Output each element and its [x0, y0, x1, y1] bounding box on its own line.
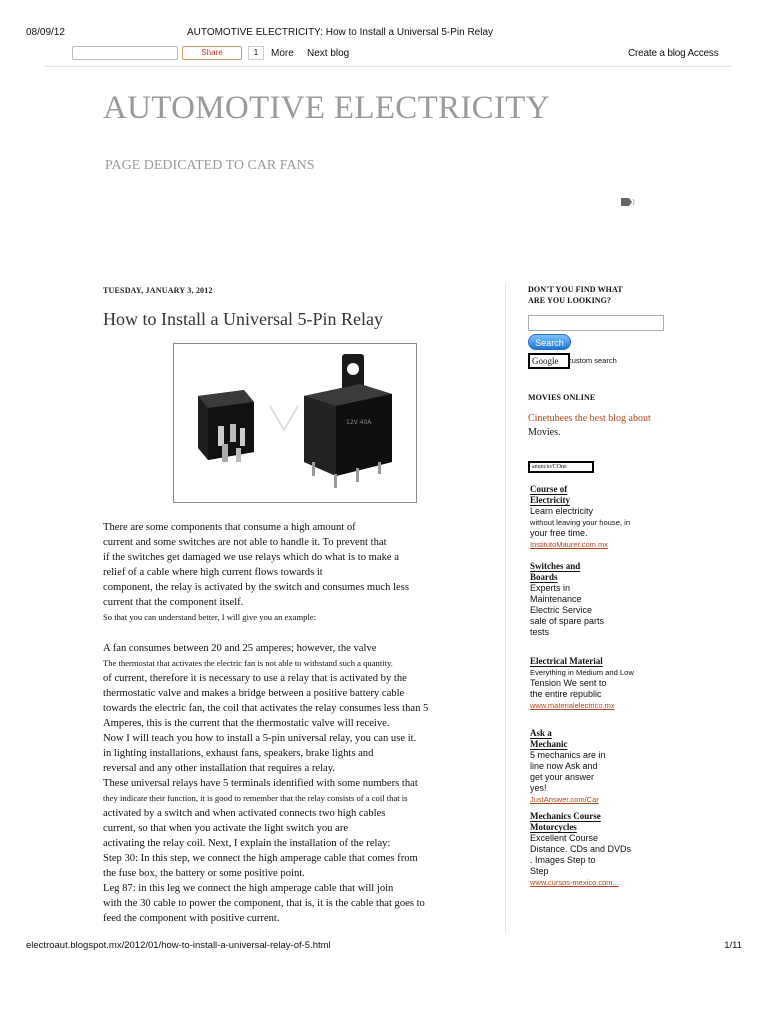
search-button[interactable]: Search — [528, 334, 571, 350]
post-text-line: relief of a cable where high current flows towards it — [103, 567, 323, 578]
relay-photo[interactable] — [173, 343, 417, 503]
sidebar-ad[interactable] — [530, 561, 660, 638]
ad-text: . Images Step to — [530, 855, 596, 865]
post-text-line: reversal and any other installation that requires a relay. — [103, 763, 335, 774]
post-text-line: with the 30 cable to power the component, that is, it is the cable that goes to — [103, 898, 425, 909]
ad-text: Learn electricity — [530, 506, 594, 516]
post-text-line: There are some components that consume a high amount of — [103, 522, 356, 533]
relay-illustration — [174, 344, 416, 502]
navbar-divider — [44, 66, 732, 67]
svg-text:12V 40A: 12V 40A — [346, 419, 372, 426]
ad-text: your free time. — [530, 528, 588, 538]
ad-url-link[interactable]: JustAnswer.com/Car — [530, 795, 599, 804]
cinetubees-link-cont: Movies. — [528, 427, 561, 438]
ad-title[interactable]: Course of — [530, 484, 568, 494]
post-text-line: The thermostat that activates the electric fan is not able to withstand such a quantity. — [103, 658, 393, 668]
post-text-line: Leg 87: in this leg we connect the high amperage cable that will join — [103, 883, 394, 894]
relay-left — [198, 390, 254, 462]
post-text-line: activating the relay coil. Next, I explain the installation of the relay: — [103, 838, 391, 849]
google-logo: Google — [528, 353, 570, 369]
ad-text: get your answer — [530, 772, 595, 782]
navbar-search-input[interactable] — [72, 46, 178, 60]
print-date: 08/09/12 — [26, 27, 65, 38]
sidebar — [528, 284, 678, 887]
speaker-icon — [620, 196, 636, 208]
post-text-line: activated by a switch and when activated connects two high cables — [103, 808, 386, 819]
post-text-line: towards the electric fan, the coil that activates the relay consumes less than 5 — [103, 703, 429, 714]
post-text-line: component, the relay is activated by the switch and consumes much less — [103, 582, 409, 593]
print-footer — [26, 940, 742, 951]
post-text-line: These universal relays have 5 terminals identified with some numbers that — [103, 778, 418, 789]
ad-text: Electric Service — [530, 605, 593, 615]
post-paragraph-2 — [103, 641, 499, 926]
blog-title[interactable]: AUTOMOTIVE ELECTRICITY — [103, 90, 550, 126]
ad-title[interactable]: Ask a — [530, 728, 552, 738]
post-text-line: in lighting installations, exhaust fans, speakers, brake lights and — [103, 748, 374, 759]
post-text-line: of current, therefore it is necessary to use a relay that is activated by the — [103, 673, 407, 684]
cinetubees-link[interactable]: Cinetubees the best blog about — [528, 413, 651, 424]
post-text-line: the fuse box, the battery or some positive point. — [103, 868, 305, 879]
share-button[interactable]: Share — [182, 46, 242, 60]
ad-url-link[interactable]: www.materialelectrico.mx — [530, 701, 615, 710]
next-blog-link[interactable]: Next blog — [307, 48, 350, 59]
post-text-line: Now I will teach you how to install a 5-pin universal relay, you can use it. — [103, 733, 417, 744]
post-text-line: thermostatic valve and makes a bridge between a positive battery cable — [103, 688, 405, 699]
ad-title[interactable]: Mechanic — [530, 739, 568, 749]
ad-text: yes! — [530, 783, 547, 793]
sidebar-ad[interactable] — [530, 656, 660, 711]
ad-text: Step — [530, 866, 549, 876]
post-text-line: feed the component with positive current. — [103, 913, 280, 924]
movies-heading: MOVIES ONLINE — [528, 393, 596, 402]
ad-text: Tension We sent to — [530, 678, 607, 688]
column-divider — [505, 283, 506, 933]
sidebar-ad[interactable] — [530, 484, 660, 550]
sidebar-ad[interactable] — [530, 811, 660, 888]
post-text-line: current that the component itself. — [103, 597, 244, 608]
ad-text: sale of spare parts — [530, 616, 605, 626]
ad-text: Excellent Course — [530, 833, 599, 843]
ad-title[interactable]: Electricity — [530, 495, 570, 505]
ad-text: 5 mechanics are in — [530, 750, 606, 760]
more-link[interactable]: More — [271, 48, 294, 59]
ads-by-label[interactable]: anuncio/COne — [528, 461, 594, 473]
post-text-line: current, so that when you activate the light switch you are — [103, 823, 349, 834]
post-text-line: A fan consumes between 20 and 25 amperes; however, the valve — [103, 643, 377, 654]
sidebar-ad[interactable] — [530, 728, 660, 805]
ad-text: the entire republic — [530, 689, 602, 699]
ad-url-link[interactable]: www.cursos-mexico.com... — [530, 878, 619, 887]
ad-text: Everything in Medium and Low — [530, 668, 634, 677]
post-text-line: Amperes, this is the current that the thermostatic valve will receive. — [103, 718, 390, 729]
ad-url-link[interactable]: InstitutoMaurer.com.mx — [530, 540, 608, 549]
relay-right — [304, 354, 392, 488]
print-url: electroaut.blogspot.mx/2012/01/how-to-install-a-universal-relay-of-5.html — [26, 940, 331, 951]
print-page-number: 1/11 — [724, 940, 742, 951]
ad-text: Experts in — [530, 583, 571, 593]
ad-title[interactable]: Mechanics Course — [530, 811, 601, 821]
search-widget-heading: DON'T YOU FIND WHAT ARE YOU LOOKING? — [528, 285, 623, 305]
ad-text: Maintenance — [530, 594, 582, 604]
ad-text: line now Ask and — [530, 761, 598, 771]
ad-title[interactable]: Motorcycles — [530, 822, 577, 832]
post-text-line: current and some switches are not able to handle it. To prevent that — [103, 537, 387, 548]
post-paragraph-1 — [103, 520, 499, 625]
share-count: 1 — [248, 46, 264, 60]
post-text-line: they indicate their function, it is good to remember that the relay consists of a coil that is — [103, 793, 408, 803]
ad-title[interactable]: Electrical Material — [530, 656, 603, 666]
ad-title[interactable]: Switches and — [530, 561, 581, 571]
post-text-line: if the switches get damaged we use relays which do what is to make a — [103, 552, 399, 563]
blogger-navbar — [72, 44, 736, 64]
ad-text: without leaving your house, in — [530, 518, 631, 527]
sidebar-search-input[interactable] — [528, 315, 664, 331]
create-blog-link[interactable]: Create a blog Access — [628, 48, 719, 59]
blog-description: PAGE DEDICATED TO CAR FANS — [105, 158, 315, 173]
post-text-line: Step 30: In this step, we connect the high amperage cable that comes from — [103, 853, 418, 864]
post-date: TUESDAY, JANUARY 3, 2012 — [103, 286, 213, 295]
ad-text: Distance. CDs and DVDs — [530, 844, 632, 854]
ad-text: tests — [530, 627, 550, 637]
print-header — [26, 27, 742, 41]
post-title[interactable]: How to Install a Universal 5-Pin Relay — [103, 309, 383, 329]
print-page-title: AUTOMOTIVE ELECTRICITY: How to Install a Universal 5-Pin Relay — [187, 27, 494, 38]
post-text-line: So that you can understand better, I will give you an example: — [103, 612, 317, 622]
custom-search-label: custom search — [568, 356, 617, 365]
ad-title[interactable]: Boards — [530, 572, 558, 582]
